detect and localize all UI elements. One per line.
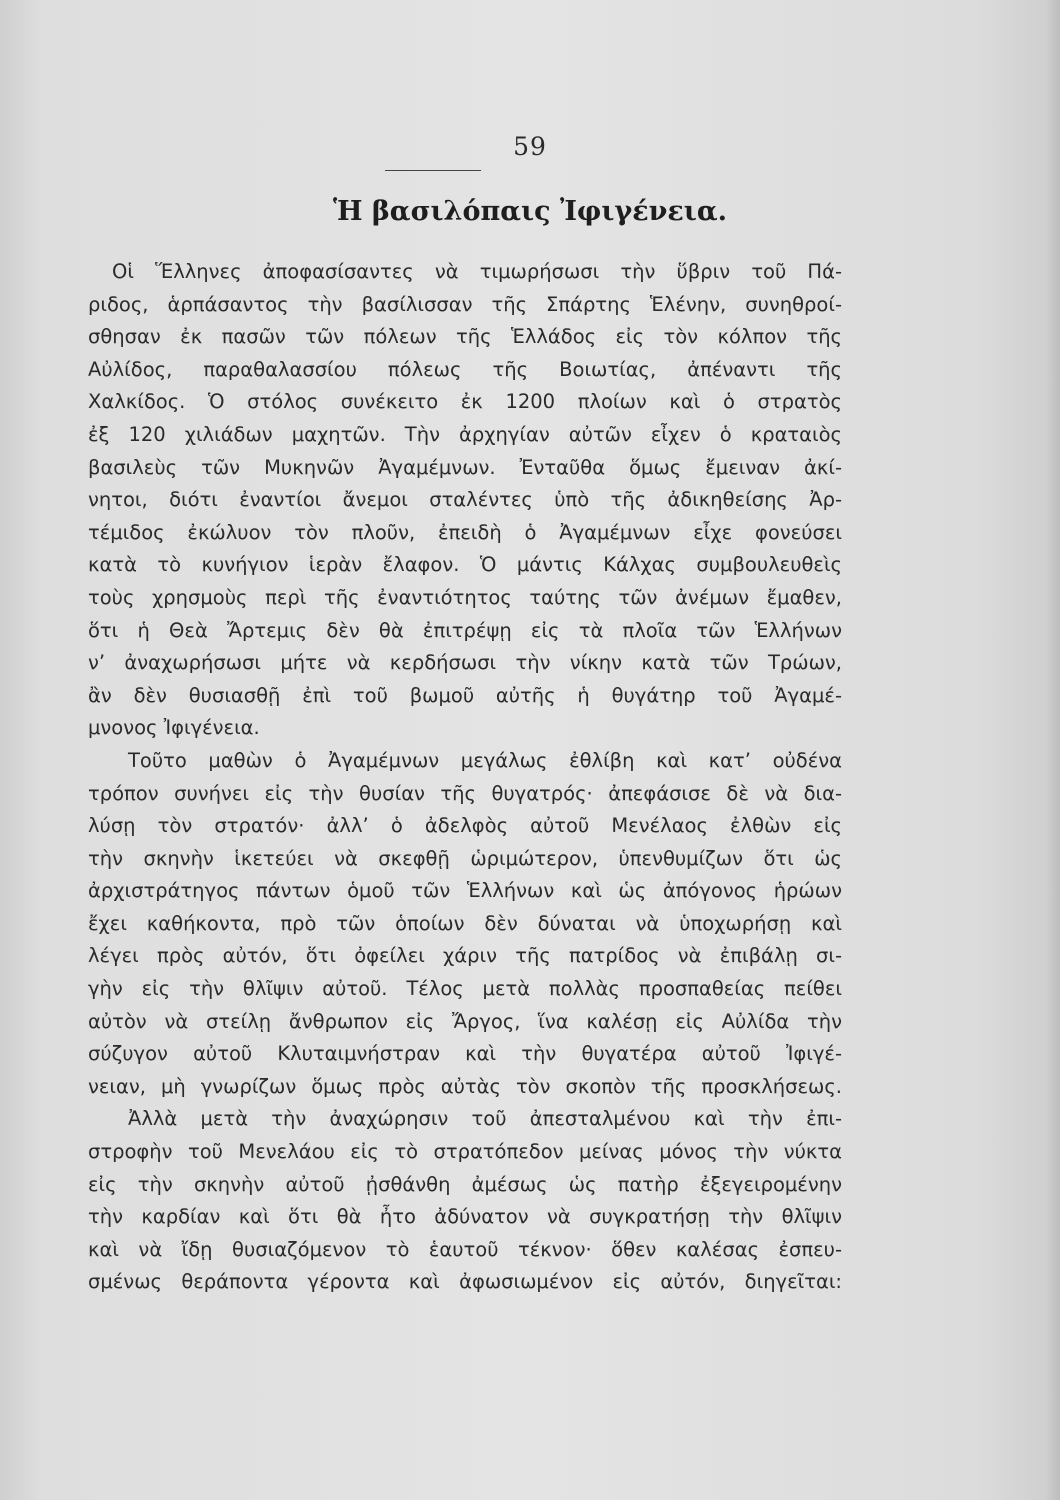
text-line: ἔχει καθήκοντα, πρὸ τῶν ὁποίων δὲν δύναται νὰ ὑποχωρήσῃ καὶ xyxy=(88,911,842,935)
text-line: Χαλκίδος. Ὁ στόλος συνέκειτο ἐκ 1200 πλοίων καὶ ὁ στρατὸς xyxy=(88,390,842,414)
text-line: Οἱ Ἕλληνες ἀποφασίσαντες νὰ τιμωρήσωσι τὴν ὕβριν τοῦ Πά- xyxy=(112,260,842,283)
text-line: καὶ νὰ ἴδῃ θυσιαζόμενον τὸ ἑαυτοῦ τέκνον· ὅθεν καλέσας ἐσπευ- xyxy=(88,1237,842,1261)
text-line: κατὰ τὸ κυνήγιον ἱερὰν ἔλαφον. Ὁ μάντις Κάλχας συμβουλευθεὶς xyxy=(88,553,842,577)
text-line: νητοι, διότι ἐναντίοι ἄνεμοι σταλέντες ὑπὸ τῆς ἀδικηθείσης Ἀρ- xyxy=(88,488,842,512)
text-line: τὴν σκηνὴν ἱκετεύει νὰ σκεφθῇ ὡριμώτερον, ὑπενθυμίζων ὅτι ὡς xyxy=(88,846,842,870)
text-line: ἂν δὲν θυσιασθῇ ἐπὶ τοῦ βωμοῦ αὐτῆς ἡ θυγάτηρ τοῦ Ἀγαμέ- xyxy=(88,683,842,707)
text-line: ἐξ 120 χιλιάδων μαχητῶν. Τὴν ἀρχηγίαν αὐτῶν εἶχεν ὁ κραταιὸς xyxy=(88,422,842,446)
text-line: Τοῦτο μαθὼν ὁ Ἀγαμέμνων μεγάλως ἐθλίβη καὶ κατ’ οὐδένα xyxy=(128,748,842,772)
text-line: σμένως θεράποντα γέροντα καὶ ἀφωσιωμένον εἰς αὐτόν, διηγεῖται: xyxy=(88,1270,842,1294)
text-line: σθησαν ἐκ πασῶν τῶν πόλεων τῆς Ἑλλάδος εἰς τὸν κόλπον τῆς xyxy=(88,325,842,349)
text-line: αὐτὸν νὰ στείλῃ ἄνθρωπον εἰς Ἄργος, ἵνα καλέσῃ εἰς Αὐλίδα τὴν xyxy=(88,1009,842,1033)
text-line: εἰς τὴν σκηνὴν αὐτοῦ ᾐσθάνθη ἀμέσως ὡς πατὴρ ἐξεγειρομένην xyxy=(88,1172,842,1196)
text-line: Ἀλλὰ μετὰ τὴν ἀναχώρησιν τοῦ ἀπεσταλμένου καὶ τὴν ἐπι- xyxy=(128,1107,842,1131)
text-line: τοὺς χρησμοὺς περὶ τῆς ἐναντιότητος ταύτης τῶν ἀνέμων ἔμαθεν, xyxy=(88,585,842,609)
text-line: μνονος Ἰφιγένεια. xyxy=(88,716,260,740)
text-line: στροφὴν τοῦ Μενελάου εἰς τὸ στρατόπεδον μείνας μόνος τὴν νύκτα xyxy=(88,1140,842,1164)
text-line: λέγει πρὸς αὐτόν, ὅτι ὀφείλει χάριν τῆς πατρίδος νὰ ἐπιβάλῃ σι- xyxy=(88,944,842,968)
text-line: Αὐλίδος, παραθαλασσίου πόλεως τῆς Βοιωτίας, ἀπέναντι τῆς xyxy=(88,357,842,381)
text-line: τέμιδος ἐκώλυον τὸν πλοῦν, ἐπειδὴ ὁ Ἀγαμέμνων εἶχε φονεύσει xyxy=(88,520,842,544)
chapter-title: Ἡ βασιλόπαις Ἰφιγένεια. xyxy=(332,196,728,227)
page-number-rule xyxy=(385,170,481,171)
body-text xyxy=(88,256,842,1299)
text-line: ριδος, ἁρπάσαντος τὴν βασίλισσαν τῆς Σπάρτης Ἑλένην, συνηθροί- xyxy=(88,292,842,316)
text-line: τὴν καρδίαν καὶ ὅτι θὰ ἦτο ἀδύνατον νὰ συγκρατήσῃ τὴν θλῖψιν xyxy=(88,1205,842,1229)
text-line: ὅτι ἡ Θεὰ Ἄρτεμις δὲν θὰ ἐπιτρέψῃ εἰς τὰ πλοῖα τῶν Ἑλλήνων xyxy=(88,618,842,642)
text-line: ν’ ἀναχωρήσωσι μήτε νὰ κερδήσωσι τὴν νίκην κατὰ τῶν Τρώων, xyxy=(88,651,842,675)
text-line: νειαν, μὴ γνωρίζων ὅμως πρὸς αὐτὰς τὸν σκοπὸν τῆς προσκλήσεως. xyxy=(88,1074,842,1098)
page-number: 59 xyxy=(513,132,547,161)
text-line: βασιλεὺς τῶν Μυκηνῶν Ἀγαμέμνων. Ἐνταῦθα ὅμως ἔμειναν ἀκί- xyxy=(88,455,842,479)
text-line: λύσῃ τὸν στρατόν· ἀλλ’ ὁ ἀδελφὸς αὐτοῦ Μενέλαος ἐλθὼν εἰς xyxy=(88,814,842,838)
text-line: τρόπον συνήνει εἰς τὴν θυσίαν τῆς θυγατρός· ἀπεφάσισε δὲ νὰ δια- xyxy=(88,781,842,805)
text-line: σύζυγον αὐτοῦ Κλυταιμνήστραν καὶ τὴν θυγατέρα αὐτοῦ Ἰφιγέ- xyxy=(88,1042,842,1066)
text-line: γὴν εἰς τὴν θλῖψιν αὐτοῦ. Τέλος μετὰ πολλὰς προσπαθείας πείθει xyxy=(88,977,842,1001)
text-line: ἀρχιστράτηγος πάντων ὁμοῦ τῶν Ἑλλήνων καὶ ὡς ἀπόγονος ἡρώων xyxy=(88,879,842,903)
